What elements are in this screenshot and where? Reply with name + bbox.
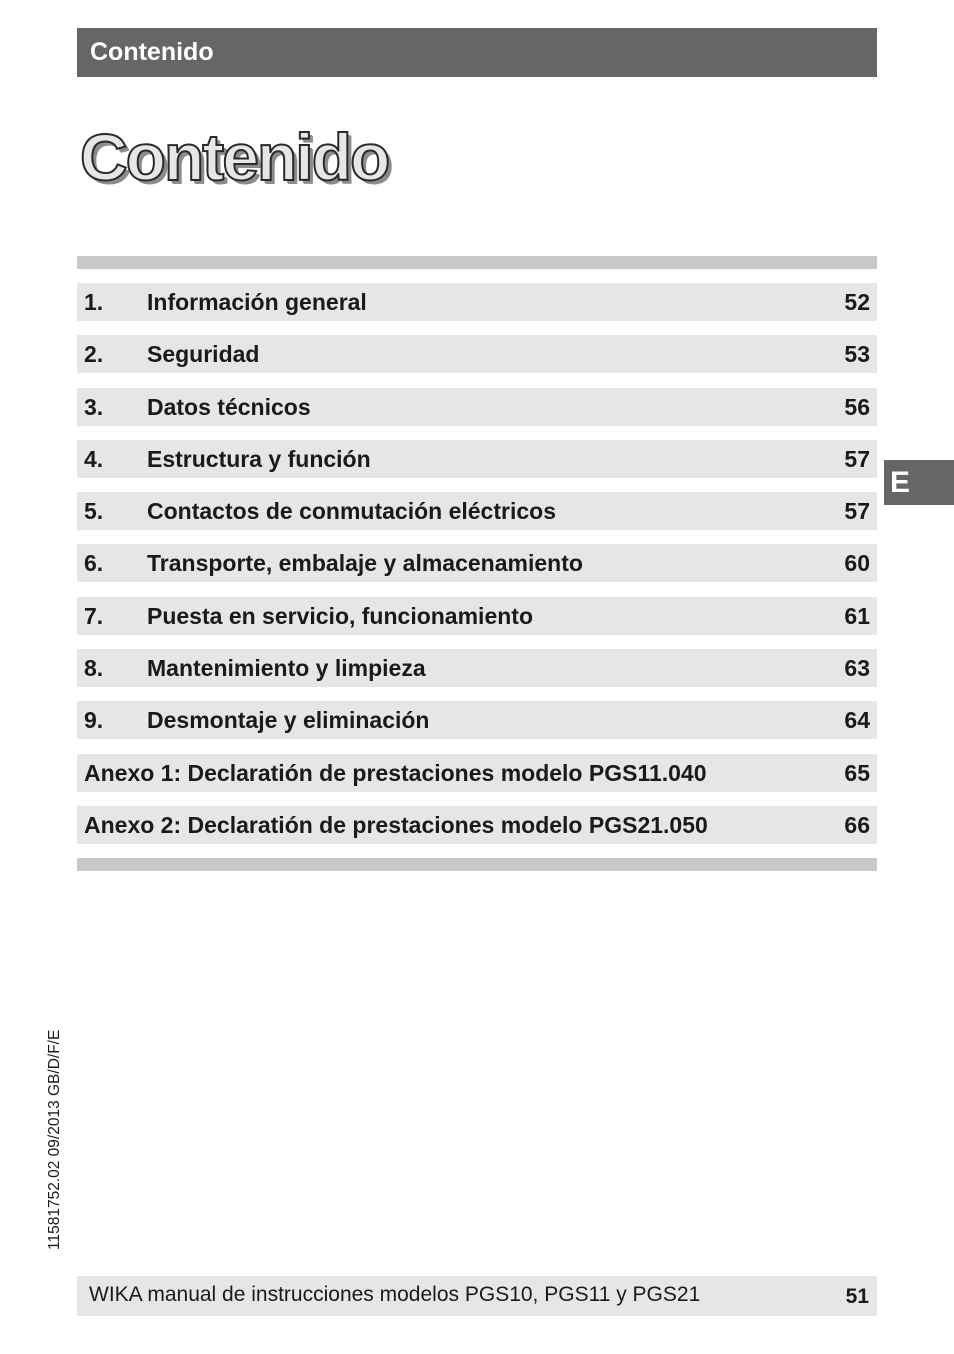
toc-title: Transporte, embalaje y almacenamiento (147, 550, 583, 577)
toc-page: 57 (844, 498, 870, 525)
toc-annex-1[interactable] (77, 754, 877, 792)
toc-page: 65 (844, 759, 870, 786)
toc-page: 66 (844, 811, 870, 838)
toc-page: 63 (844, 655, 870, 682)
language-tab: E (884, 460, 954, 505)
toc-title: Puesta en servicio, funcionamiento (147, 602, 533, 629)
toc-title: Datos técnicos (147, 393, 311, 420)
page-number: 51 (845, 1285, 869, 1308)
section-header (77, 28, 877, 77)
toc-entry-6[interactable] (77, 544, 877, 582)
footer-text: WIKA manual de instrucciones modelos PGS10, PGS11 y PGS21 (89, 1283, 701, 1306)
toc-number: 6. (84, 550, 104, 577)
toc-number: 5. (84, 498, 104, 525)
section-header-label: Contenido (90, 38, 214, 66)
toc-entry-8[interactable] (77, 649, 877, 687)
toc-title: Información general (147, 289, 367, 315)
page-footer (77, 1276, 877, 1316)
toc-entry-3[interactable] (77, 388, 877, 426)
bottom-divider (77, 858, 877, 871)
toc-title: Estructura y función (147, 445, 371, 472)
toc-entry-4[interactable] (77, 440, 877, 478)
toc-number: 7. (84, 602, 104, 629)
page-title: Contenido (80, 120, 389, 194)
toc-title: Seguridad (147, 341, 260, 368)
toc-entry-1[interactable] (77, 283, 877, 321)
toc-entry-5[interactable] (77, 492, 877, 530)
toc-annex-title: Anexo 1: Declaratión de prestaciones modelo PGS11.040 (84, 759, 707, 786)
toc-page: 56 (844, 393, 870, 420)
toc-number: 8. (84, 655, 104, 682)
toc-annex-2[interactable] (77, 806, 877, 844)
toc-page: 57 (844, 445, 870, 472)
toc-number: 9. (84, 707, 104, 734)
toc-number: 2. (84, 341, 104, 368)
toc-entry-2[interactable] (77, 335, 877, 373)
toc-entry-7[interactable] (77, 597, 877, 635)
toc-page: 52 (844, 289, 870, 315)
toc-page: 60 (844, 550, 870, 577)
toc-title: Contactos de conmutación eléctricos (147, 498, 556, 525)
toc-title: Desmontaje y eliminación (147, 707, 430, 734)
table-of-contents (77, 283, 877, 858)
top-divider (77, 256, 877, 269)
toc-number: 1. (84, 289, 104, 315)
toc-number: 3. (84, 393, 104, 420)
toc-page: 64 (844, 707, 870, 734)
document-code: 11581752.02 09/2013 GB/D/F/E (46, 1029, 63, 1250)
toc-annex-title: Anexo 2: Declaratión de prestaciones modelo PGS21.050 (84, 811, 708, 838)
toc-page: 53 (844, 341, 870, 368)
toc-page: 61 (844, 602, 870, 629)
toc-title: Mantenimiento y limpieza (147, 655, 426, 682)
toc-entry-9[interactable] (77, 701, 877, 739)
toc-number: 4. (84, 445, 104, 472)
